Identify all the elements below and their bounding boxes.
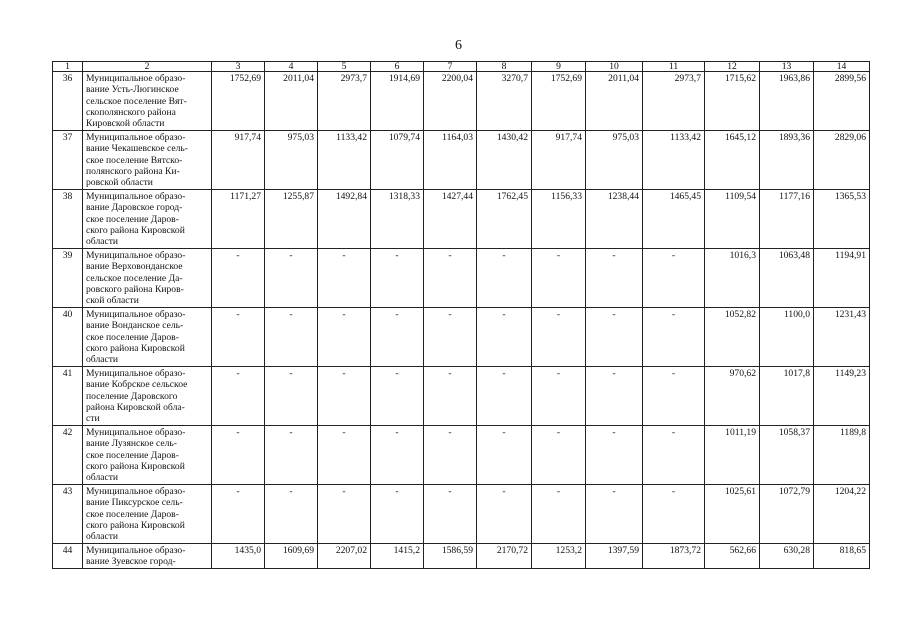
table-row (53, 190, 870, 249)
value-cell: 630,28 (760, 544, 814, 569)
value-cell: - (212, 249, 265, 308)
value-cell: 1238,44 (586, 190, 643, 249)
value-cell: 1177,16 (760, 190, 814, 249)
value-cell: 1715,62 (705, 72, 760, 131)
value-cell: - (643, 249, 705, 308)
value-cell: - (318, 308, 371, 367)
value-cell: - (586, 367, 643, 426)
name-line: Муниципальное образо- (86, 309, 186, 320)
value-cell: - (477, 249, 532, 308)
column-header: 7 (424, 62, 477, 72)
value-cell: 1164,03 (424, 131, 477, 190)
name-line: вание Вонданское сель- (86, 320, 184, 332)
row-number: 38 (53, 190, 83, 249)
value-cell: 1465,45 (643, 190, 705, 249)
name-line: вание Кобрское сельское (86, 379, 188, 391)
name-line: вание Даровское город- (86, 202, 183, 214)
municipality-name (83, 190, 212, 249)
name-line: ское поселение Даров- (86, 213, 179, 225)
value-cell: 1253,2 (532, 544, 586, 569)
name-line: вание Пиксурское сель- (86, 497, 183, 509)
value-cell: - (424, 426, 477, 485)
name-line: Муниципальное образо- (86, 486, 186, 497)
value-cell: 3270,7 (477, 72, 532, 131)
municipality-name (83, 131, 212, 190)
value-cell: - (371, 485, 424, 544)
value-cell: 970,62 (705, 367, 760, 426)
column-header: 4 (265, 62, 318, 72)
value-cell: 562,66 (705, 544, 760, 569)
value-cell: - (532, 367, 586, 426)
value-cell: - (212, 485, 265, 544)
value-cell: - (586, 485, 643, 544)
table-row (53, 249, 870, 308)
value-cell: - (424, 485, 477, 544)
value-cell: - (532, 308, 586, 367)
row-number: 40 (53, 308, 83, 367)
value-cell: - (212, 426, 265, 485)
value-cell: - (643, 426, 705, 485)
header-row (53, 62, 870, 72)
municipality-name (83, 308, 212, 367)
value-cell: - (477, 308, 532, 367)
row-number: 43 (53, 485, 83, 544)
value-cell: - (265, 249, 318, 308)
value-cell: - (477, 485, 532, 544)
municipality-name (83, 426, 212, 485)
name-line: Муниципальное образо- (86, 132, 186, 143)
value-cell: - (586, 249, 643, 308)
column-header: 3 (212, 62, 265, 72)
column-header: 5 (318, 62, 371, 72)
value-cell: 1109,54 (705, 190, 760, 249)
value-cell: - (265, 308, 318, 367)
name-line: Кировской области (86, 118, 165, 130)
name-line: ского района Кировской (86, 342, 185, 354)
column-header: 8 (477, 62, 532, 72)
value-cell: 2200,04 (424, 72, 477, 131)
value-cell: 1427,44 (424, 190, 477, 249)
value-cell: 1052,82 (705, 308, 760, 367)
name-line: района Кировской обла- (86, 401, 185, 413)
value-cell: 1100,0 (760, 308, 814, 367)
value-cell: 1017,8 (760, 367, 814, 426)
value-cell: 1435,0 (212, 544, 265, 569)
value-cell: 2899,56 (814, 72, 870, 131)
value-cell: - (424, 308, 477, 367)
column-header: 2 (83, 62, 212, 72)
column-header: 11 (643, 62, 705, 72)
value-cell: 1133,42 (318, 131, 371, 190)
municipality-name (83, 72, 212, 131)
name-line: скополянского района (86, 106, 176, 118)
column-header: 13 (760, 62, 814, 72)
value-cell: - (371, 426, 424, 485)
row-number: 36 (53, 72, 83, 131)
value-cell: 1011,19 (705, 426, 760, 485)
municipality-name (83, 544, 212, 569)
value-cell: 975,03 (265, 131, 318, 190)
value-cell: 1752,69 (212, 72, 265, 131)
value-cell: 1072,79 (760, 485, 814, 544)
row-number: 39 (53, 249, 83, 308)
value-cell: 2973,7 (318, 72, 371, 131)
value-cell: 1189,8 (814, 426, 870, 485)
value-cell: 1058,37 (760, 426, 814, 485)
name-line: ского района Кировской (86, 519, 185, 531)
name-line: ское поселение Даров- (86, 508, 179, 520)
value-cell: - (318, 249, 371, 308)
value-cell: - (586, 308, 643, 367)
value-cell: 1318,33 (371, 190, 424, 249)
name-line: вание Верховонданское (86, 261, 183, 273)
value-cell: 1025,61 (705, 485, 760, 544)
value-cell: - (318, 367, 371, 426)
value-cell: 1016,3 (705, 249, 760, 308)
value-cell: - (265, 485, 318, 544)
value-cell: - (371, 249, 424, 308)
value-cell: - (477, 426, 532, 485)
value-cell: 1204,22 (814, 485, 870, 544)
value-cell: 917,74 (532, 131, 586, 190)
row-number: 37 (53, 131, 83, 190)
value-cell: 2011,04 (586, 72, 643, 131)
value-cell: - (212, 367, 265, 426)
value-cell: 1752,69 (532, 72, 586, 131)
tariff-table (52, 61, 870, 569)
value-cell: - (318, 485, 371, 544)
value-cell: - (212, 308, 265, 367)
value-cell: 1194,91 (814, 249, 870, 308)
name-line: ского района Кировской (86, 460, 185, 472)
value-cell: - (532, 485, 586, 544)
name-line: Муниципальное образо- (86, 545, 186, 556)
name-line: ское поселение Даров- (86, 449, 179, 461)
table-row (53, 544, 870, 569)
name-line: сельское поселение Вят- (86, 95, 187, 107)
name-line: ское поселение Даров- (86, 331, 179, 343)
value-cell: - (532, 426, 586, 485)
table-row (53, 131, 870, 190)
name-line: области (86, 236, 119, 248)
value-cell: 1063,48 (760, 249, 814, 308)
name-line: вание Зуевское город- (86, 556, 176, 568)
name-line: вание Лузянское сель- (86, 438, 177, 450)
value-cell: - (371, 308, 424, 367)
value-cell: - (424, 367, 477, 426)
value-cell: - (318, 426, 371, 485)
column-header: 14 (814, 62, 870, 72)
name-line: поселение Даровского (86, 390, 178, 402)
value-cell: 1893,36 (760, 131, 814, 190)
value-cell: 975,03 (586, 131, 643, 190)
value-cell: - (532, 249, 586, 308)
name-line: сельское поселение Да- (86, 272, 183, 284)
row-number: 41 (53, 367, 83, 426)
value-cell: 2170,72 (477, 544, 532, 569)
row-number: 44 (53, 544, 83, 569)
value-cell: 1645,12 (705, 131, 760, 190)
value-cell: - (477, 367, 532, 426)
municipality-name (83, 485, 212, 544)
value-cell: 1149,23 (814, 367, 870, 426)
value-cell: 1586,59 (424, 544, 477, 569)
value-cell: - (265, 367, 318, 426)
column-header: 1 (53, 62, 83, 72)
name-line: ровской области (86, 177, 153, 189)
table-row (53, 426, 870, 485)
name-line: области (86, 531, 119, 543)
value-cell: 1171,27 (212, 190, 265, 249)
value-cell: - (424, 249, 477, 308)
value-cell: 1430,42 (477, 131, 532, 190)
page-number: 6 (455, 38, 462, 53)
value-cell: - (371, 367, 424, 426)
value-cell: 2011,04 (265, 72, 318, 131)
name-line: ское поселение Вятско- (86, 154, 183, 166)
name-line: сти (86, 413, 100, 425)
value-cell: 2973,7 (643, 72, 705, 131)
value-cell: 2207,02 (318, 544, 371, 569)
value-cell: 1079,74 (371, 131, 424, 190)
table-row (53, 485, 870, 544)
column-header: 10 (586, 62, 643, 72)
name-line: полянского района Ки- (86, 165, 180, 177)
municipality-name (83, 249, 212, 308)
value-cell: 1492,84 (318, 190, 371, 249)
name-line: Муниципальное образо- (86, 368, 186, 379)
value-cell: - (265, 426, 318, 485)
table-row (53, 367, 870, 426)
name-line: ровского района Киров- (86, 283, 184, 295)
name-line: вание Чекашевское сель- (86, 143, 188, 155)
value-cell: 2829,06 (814, 131, 870, 190)
value-cell: 1133,42 (643, 131, 705, 190)
row-number: 42 (53, 426, 83, 485)
name-line: вание Усть-Люгинское (86, 84, 179, 96)
value-cell: 1963,86 (760, 72, 814, 131)
name-line: ского района Кировской (86, 224, 185, 236)
value-cell: 917,74 (212, 131, 265, 190)
table-row (53, 72, 870, 131)
value-cell: 1231,43 (814, 308, 870, 367)
name-line: области (86, 472, 119, 484)
column-header: 6 (371, 62, 424, 72)
value-cell: 1156,33 (532, 190, 586, 249)
column-header: 12 (705, 62, 760, 72)
column-header: 9 (532, 62, 586, 72)
name-line: Муниципальное образо- (86, 191, 186, 202)
value-cell: - (643, 308, 705, 367)
value-cell: 1762,45 (477, 190, 532, 249)
name-line: области (86, 354, 119, 366)
value-cell: 1255,87 (265, 190, 318, 249)
value-cell: 1914,69 (371, 72, 424, 131)
name-line: Муниципальное образо- (86, 73, 186, 84)
table-body (53, 62, 870, 569)
value-cell: - (643, 485, 705, 544)
municipality-name (83, 367, 212, 426)
value-cell: 1609,69 (265, 544, 318, 569)
name-line: ской области (86, 295, 139, 307)
value-cell: - (643, 367, 705, 426)
table-row (53, 308, 870, 367)
name-line: Муниципальное образо- (86, 250, 186, 261)
value-cell: - (586, 426, 643, 485)
name-line: Муниципальное образо- (86, 427, 186, 438)
value-cell: 1365,53 (814, 190, 870, 249)
value-cell: 1415,2 (371, 544, 424, 569)
value-cell: 1397,59 (586, 544, 643, 569)
value-cell: 818,65 (814, 544, 870, 569)
value-cell: 1873,72 (643, 544, 705, 569)
